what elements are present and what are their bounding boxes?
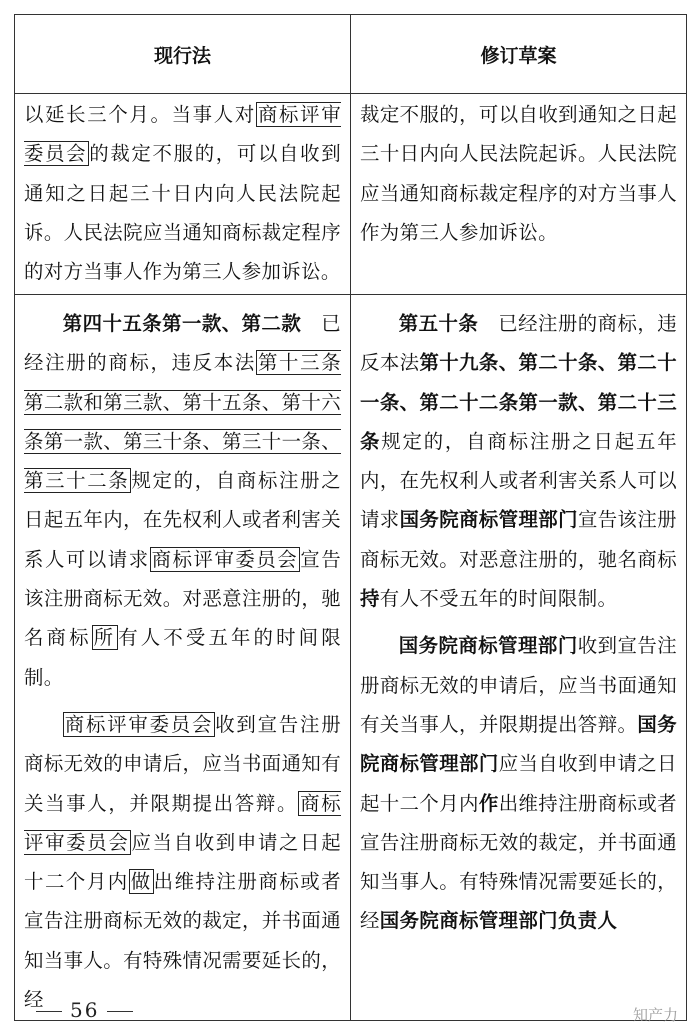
header-current-law: 现行法 xyxy=(15,15,351,94)
current-law-cell xyxy=(15,295,351,1021)
current-law-cell xyxy=(15,94,351,295)
deleted-term-box: 第十三条第二款和第三款、第十五条、第十六条第一款、第三十条、第三十一条、第三十二条 xyxy=(24,351,341,493)
text: 规定的，自商标注册之日起五年内，在先权利人或者利害关系人可以请求 xyxy=(24,469,342,571)
dash-left xyxy=(36,1011,62,1012)
text: 宣告该注册商标无效。对恶意注册的，驰名商标 xyxy=(24,547,341,650)
comparison-table xyxy=(14,14,687,1021)
text: 的裁定不服的，可以自收到通知之日起三十日内向人民法院起诉。人民法院应当通知商标裁定程序的对方当事人作为第三人参加诉讼。 xyxy=(24,142,341,284)
text: 出维持注册商标或者宣告注册商标无效的裁定，并书面通知当事人。有特殊情况需要延长的，经 xyxy=(360,791,677,933)
page-number xyxy=(28,998,141,1022)
watermark: 知产力 xyxy=(632,1006,678,1024)
table-row xyxy=(15,94,687,295)
revised-term: 持 xyxy=(360,587,380,611)
deleted-term-box: 做 xyxy=(130,870,152,894)
revised-term: 国务院商标管理部门 xyxy=(360,712,677,776)
page-number-text: 56 xyxy=(70,998,100,1022)
paragraph xyxy=(360,95,677,252)
table-row xyxy=(15,295,687,1021)
revised-term: 作 xyxy=(478,791,499,815)
deleted-term-box: 商标评审委员会 xyxy=(24,103,341,166)
paragraph xyxy=(24,95,341,291)
text: 有人不受五年的时间限制。 xyxy=(24,626,342,689)
deleted-term-box: 商标评审委员会 xyxy=(64,712,214,736)
text: 已经注册的商标，违反本法 xyxy=(24,312,341,375)
paragraph xyxy=(24,304,341,697)
revision-draft-cell xyxy=(351,94,687,295)
paragraph xyxy=(360,626,677,940)
deleted-term-box: 商标评审委员会 xyxy=(151,547,299,571)
text: 应当自收到申请之日起十二个月内 xyxy=(24,830,342,894)
dash-right xyxy=(107,1011,133,1012)
text: 以延长三个月。当事人对 xyxy=(24,103,256,126)
revised-term: 国务院商标管理部门 xyxy=(398,634,578,658)
deleted-term-box: 所 xyxy=(93,626,117,650)
text: 收到宣告注册商标无效的申请后，应当书面通知有关当事人，并限期提出答辩。 xyxy=(24,712,341,815)
revision-draft-cell xyxy=(351,295,687,1021)
paragraph xyxy=(24,705,341,1019)
text: 裁定不服的，可以自收到通知之日起三十日内向人民法院起诉。人民法院应当通知商标裁定程序的对方当事人作为第三人参加诉讼。 xyxy=(360,103,677,244)
text: 规定的，自商标注册之日起五年内，在先权利人或者利害关系人可以请求 xyxy=(360,429,677,532)
revised-term: 国务院商标管理部门负责人 xyxy=(379,909,618,933)
text: 收到宣告注册商标无效的申请后，应当书面通知有关当事人，并限期提出答辩。 xyxy=(360,634,678,736)
revised-term: 国务院商标管理部门 xyxy=(399,508,578,532)
text: 有人不受五年的时间限制。 xyxy=(379,587,618,611)
document-page xyxy=(14,14,686,1021)
article-number: 第五十条 xyxy=(398,312,479,335)
text: 应当自收到申请之日起十二个月内 xyxy=(360,752,677,815)
deleted-term-box: 商标评审委员会 xyxy=(24,791,341,854)
header-revision-draft: 修订草案 xyxy=(351,15,687,94)
text: 宣告该注册商标无效。对恶意注册的，驰名商标 xyxy=(360,508,677,571)
text: 出维持注册商标或者宣告注册商标无效的裁定，并书面通知当事人。有特殊情况需要延长的，经 xyxy=(24,870,342,1012)
paragraph xyxy=(360,304,677,618)
text: 已经注册的商标，违反本法 xyxy=(360,312,677,375)
header-row xyxy=(15,15,687,94)
article-number: 第四十五条第一款、第二款 xyxy=(62,312,302,335)
revised-term: 第十九条、第二十条、第二十一条、第二十二条第一款、第二十三条 xyxy=(360,351,678,453)
